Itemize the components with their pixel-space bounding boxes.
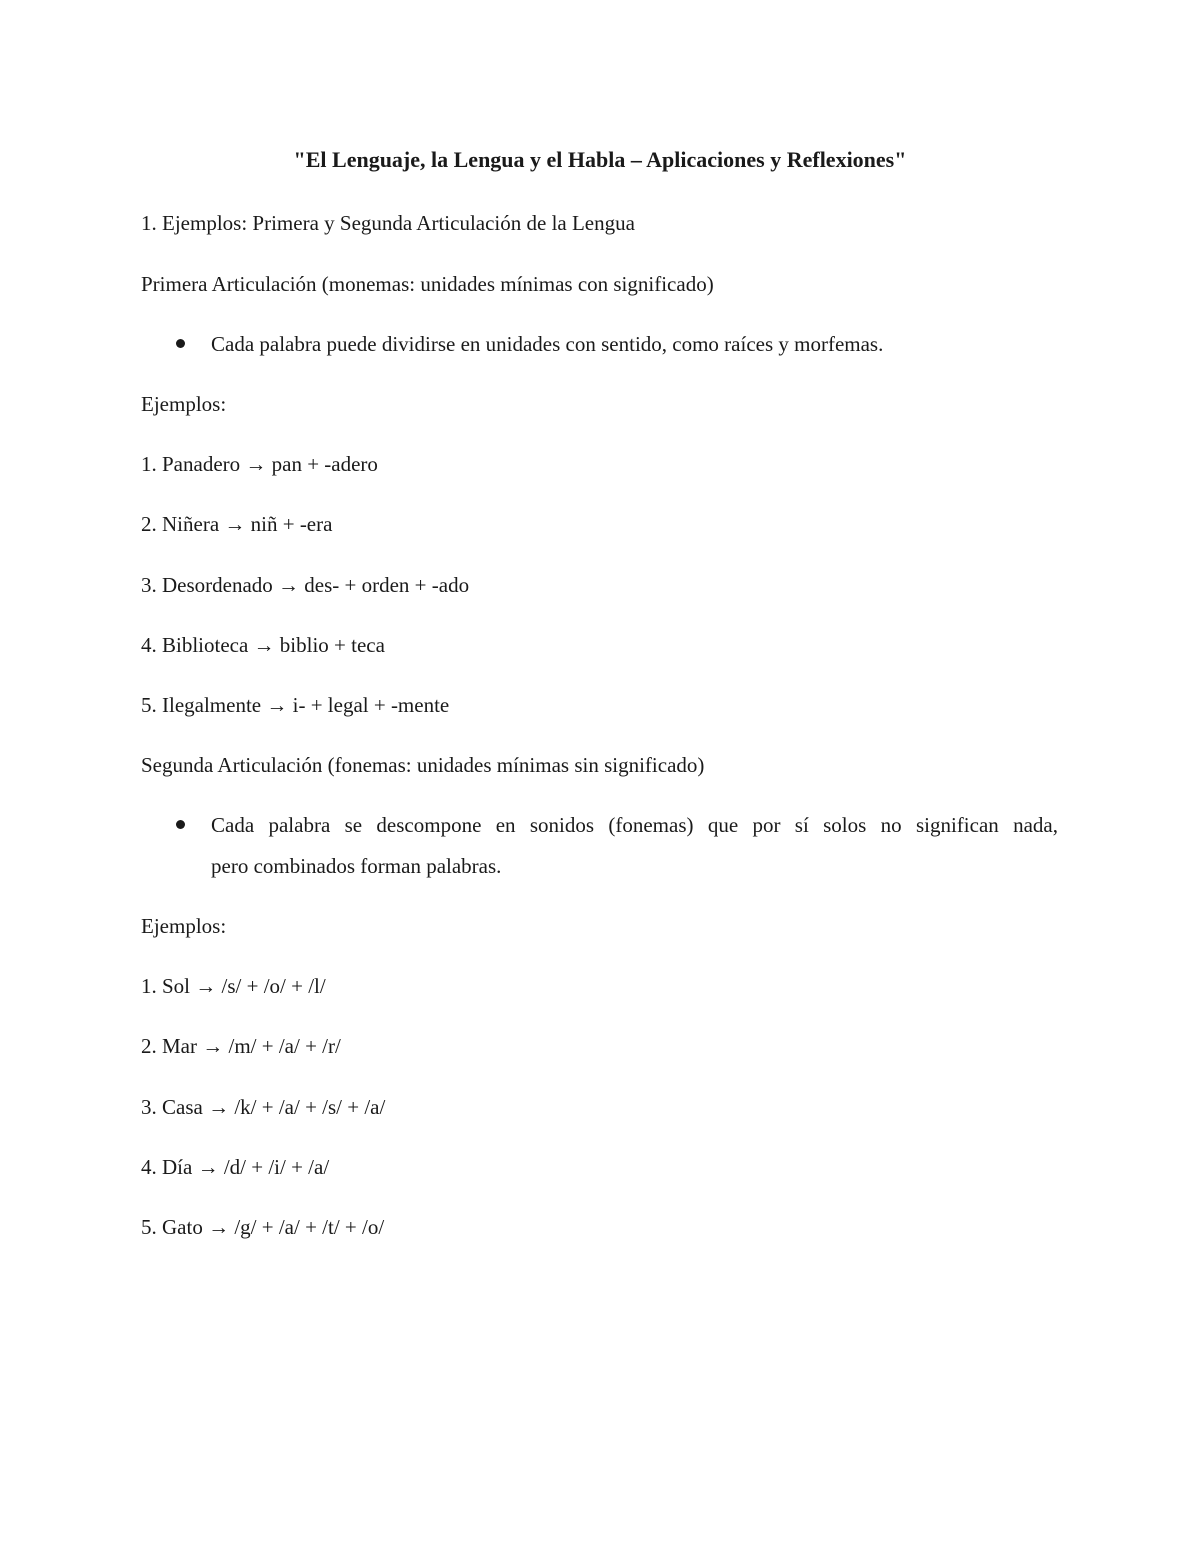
first-examples-label: Ejemplos: xyxy=(141,392,227,416)
first-example-item: 3. Desordenado → des- + orden + -ado xyxy=(141,573,470,597)
second-articulation-bullet-line2: pero combinados forman palabras. xyxy=(211,854,502,878)
first-example-item: 5. Ilegalmente → i- + legal + -mente xyxy=(141,693,450,717)
second-examples-label: Ejemplos: xyxy=(141,914,227,938)
first-example-item: 4. Biblioteca → biblio + teca xyxy=(141,633,385,657)
second-example-item: 4. Día → /d/ + /i/ + /a/ xyxy=(141,1155,330,1179)
first-example-item: 1. Panadero → pan + -adero xyxy=(141,452,378,476)
second-example-item: 5. Gato → /g/ + /a/ + /t/ + /o/ xyxy=(141,1215,385,1239)
second-articulation-bullet-line1: Cada palabra se descompone en sonidos (fonemas) que por sí solos no significan nada, xyxy=(211,813,1058,837)
bullet-icon xyxy=(176,339,185,348)
second-example-item: 2. Mar → /m/ + /a/ + /r/ xyxy=(141,1034,341,1058)
second-articulation-heading: Segunda Articulación (fonemas: unidades mínimas sin significado) xyxy=(141,753,705,777)
first-example-item: 2. Niñera → niñ + -era xyxy=(141,512,333,536)
document-title: "El Lenguaje, la Lengua y el Habla – Aplicaciones y Reflexiones" xyxy=(293,147,907,172)
bullet-icon xyxy=(176,820,185,829)
second-example-item: 3. Casa → /k/ + /a/ + /s/ + /a/ xyxy=(141,1095,386,1119)
first-articulation-bullet: Cada palabra puede dividirse en unidades con sentido, como raíces y morfemas. xyxy=(211,332,884,356)
second-example-item: 1. Sol → /s/ + /o/ + /l/ xyxy=(141,974,326,998)
section-heading: 1. Ejemplos: Primera y Segunda Articulación de la Lengua xyxy=(141,211,635,235)
first-articulation-heading: Primera Articulación (monemas: unidades mínimas con significado) xyxy=(141,272,714,296)
